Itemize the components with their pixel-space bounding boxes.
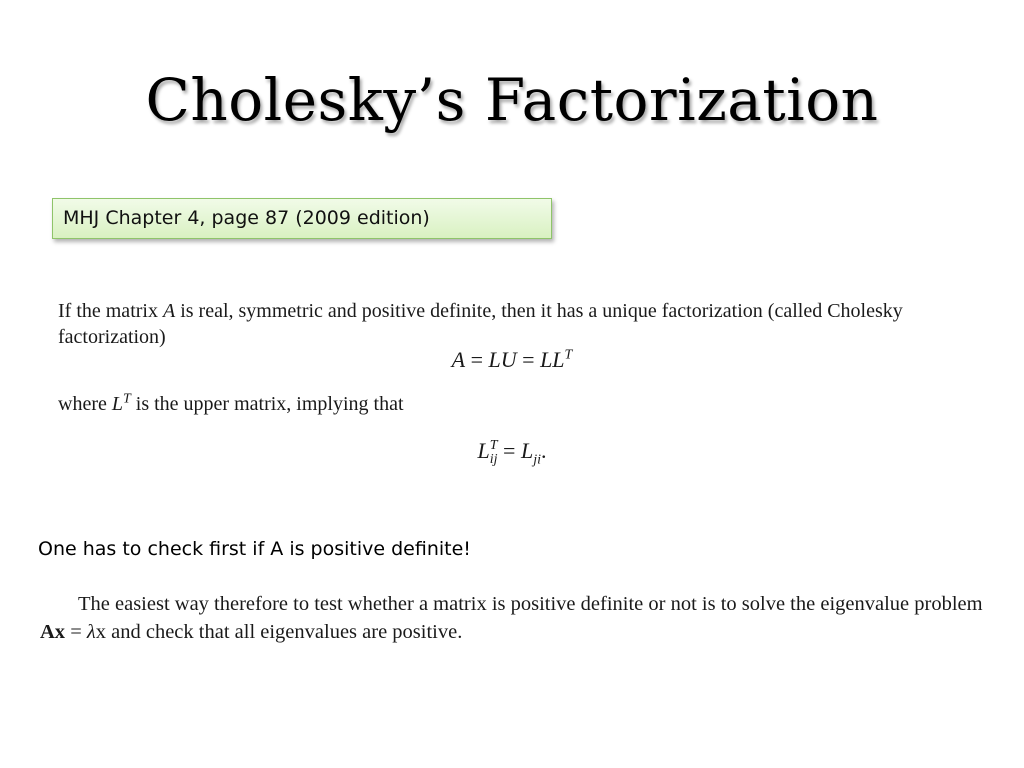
slide-title: Cholesky’s Factorization: [145, 66, 879, 134]
positive-definite-note: One has to check first if A is positive definite!: [38, 538, 471, 560]
cholesky-equation: A = LU = $LL^T$: [451, 347, 573, 372]
eigenvalue-paragraph: The easiest way therefore to test whether a matrix is positive definite or not is to solve the eigenvalue problem Ax = λx and check that all eigenvalues are positive.: [40, 593, 983, 643]
definition-paragraph: If the matrix A is real, symmetric and positive definite, then it has a unique factorization (called Cholesky factorization): [58, 300, 903, 348]
transpose-equation: L T ij = $L_{ji}$.: [477, 437, 547, 468]
upper-matrix-paragraph: where $L^T$ is the upper matrix, implying that: [58, 391, 404, 415]
reference-box: MHJ Chapter 4, page 87 (2009 edition): [52, 198, 552, 239]
